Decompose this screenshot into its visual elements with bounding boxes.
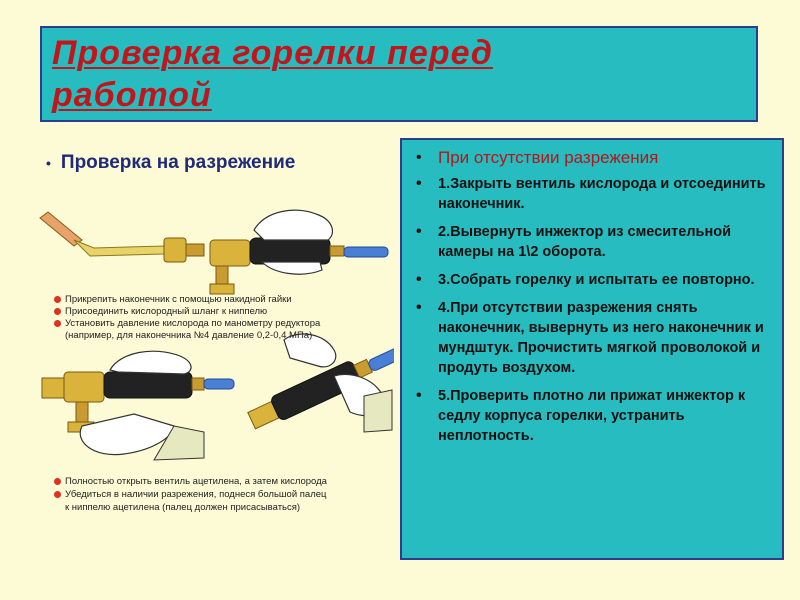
caption-top-3: Установить давление кислорода по манометру редуктора: [54, 318, 320, 329]
caption-bottom-3: к ниппелю ацетилена (палец должен присасываться): [65, 502, 301, 513]
title-line-2: работой: [52, 76, 212, 114]
list-item: • 4.При отсутствии разрежения снять наконечник, вывернуть из него наконечник и мундштук. Прочистить мягкой проволокой и продуть воздухом.: [412, 298, 768, 378]
title-line-1: Проверка горелки перед: [52, 34, 493, 72]
title-box: [40, 26, 758, 122]
list-item: • 5.Проверить плотно ли прижат инжектор к седлу корпуса горелки, устранить неплотность.: [412, 386, 768, 446]
caption-top-1: Прикрепить наконечник с помощью накидной гайки: [54, 294, 292, 305]
bullet-dot-icon: •: [46, 155, 51, 171]
info-panel: [400, 138, 784, 560]
caption-bottom-2: Убедиться в наличии разрежения, поднеся большой палец: [54, 489, 326, 500]
info-list: [412, 148, 768, 446]
list-item: • 2.Вывернуть инжектор из смесительной камеры на 1\2 оборота.: [412, 222, 768, 262]
list-item: • 3.Собрать горелку и испытать ее повторно.: [412, 270, 768, 290]
torch-illustration: [34, 200, 394, 530]
caption-top-2: Присоединить кислородный шланг к ниппелю: [54, 306, 267, 317]
left-bullet-text: Проверка на разрежение: [60, 152, 296, 173]
list-item: • 1.Закрыть вентиль кислорода и отсоединить наконечник.: [412, 174, 768, 214]
left-bullet: [46, 152, 295, 174]
info-heading: • При отсутствии разрежения: [412, 148, 768, 168]
caption-top-4: (например, для наконечника №4 давление 0,2-0,4 МПа): [65, 330, 313, 341]
caption-bottom-1: Полностью открыть вентиль ацетилена, а затем кислорода: [54, 476, 327, 487]
